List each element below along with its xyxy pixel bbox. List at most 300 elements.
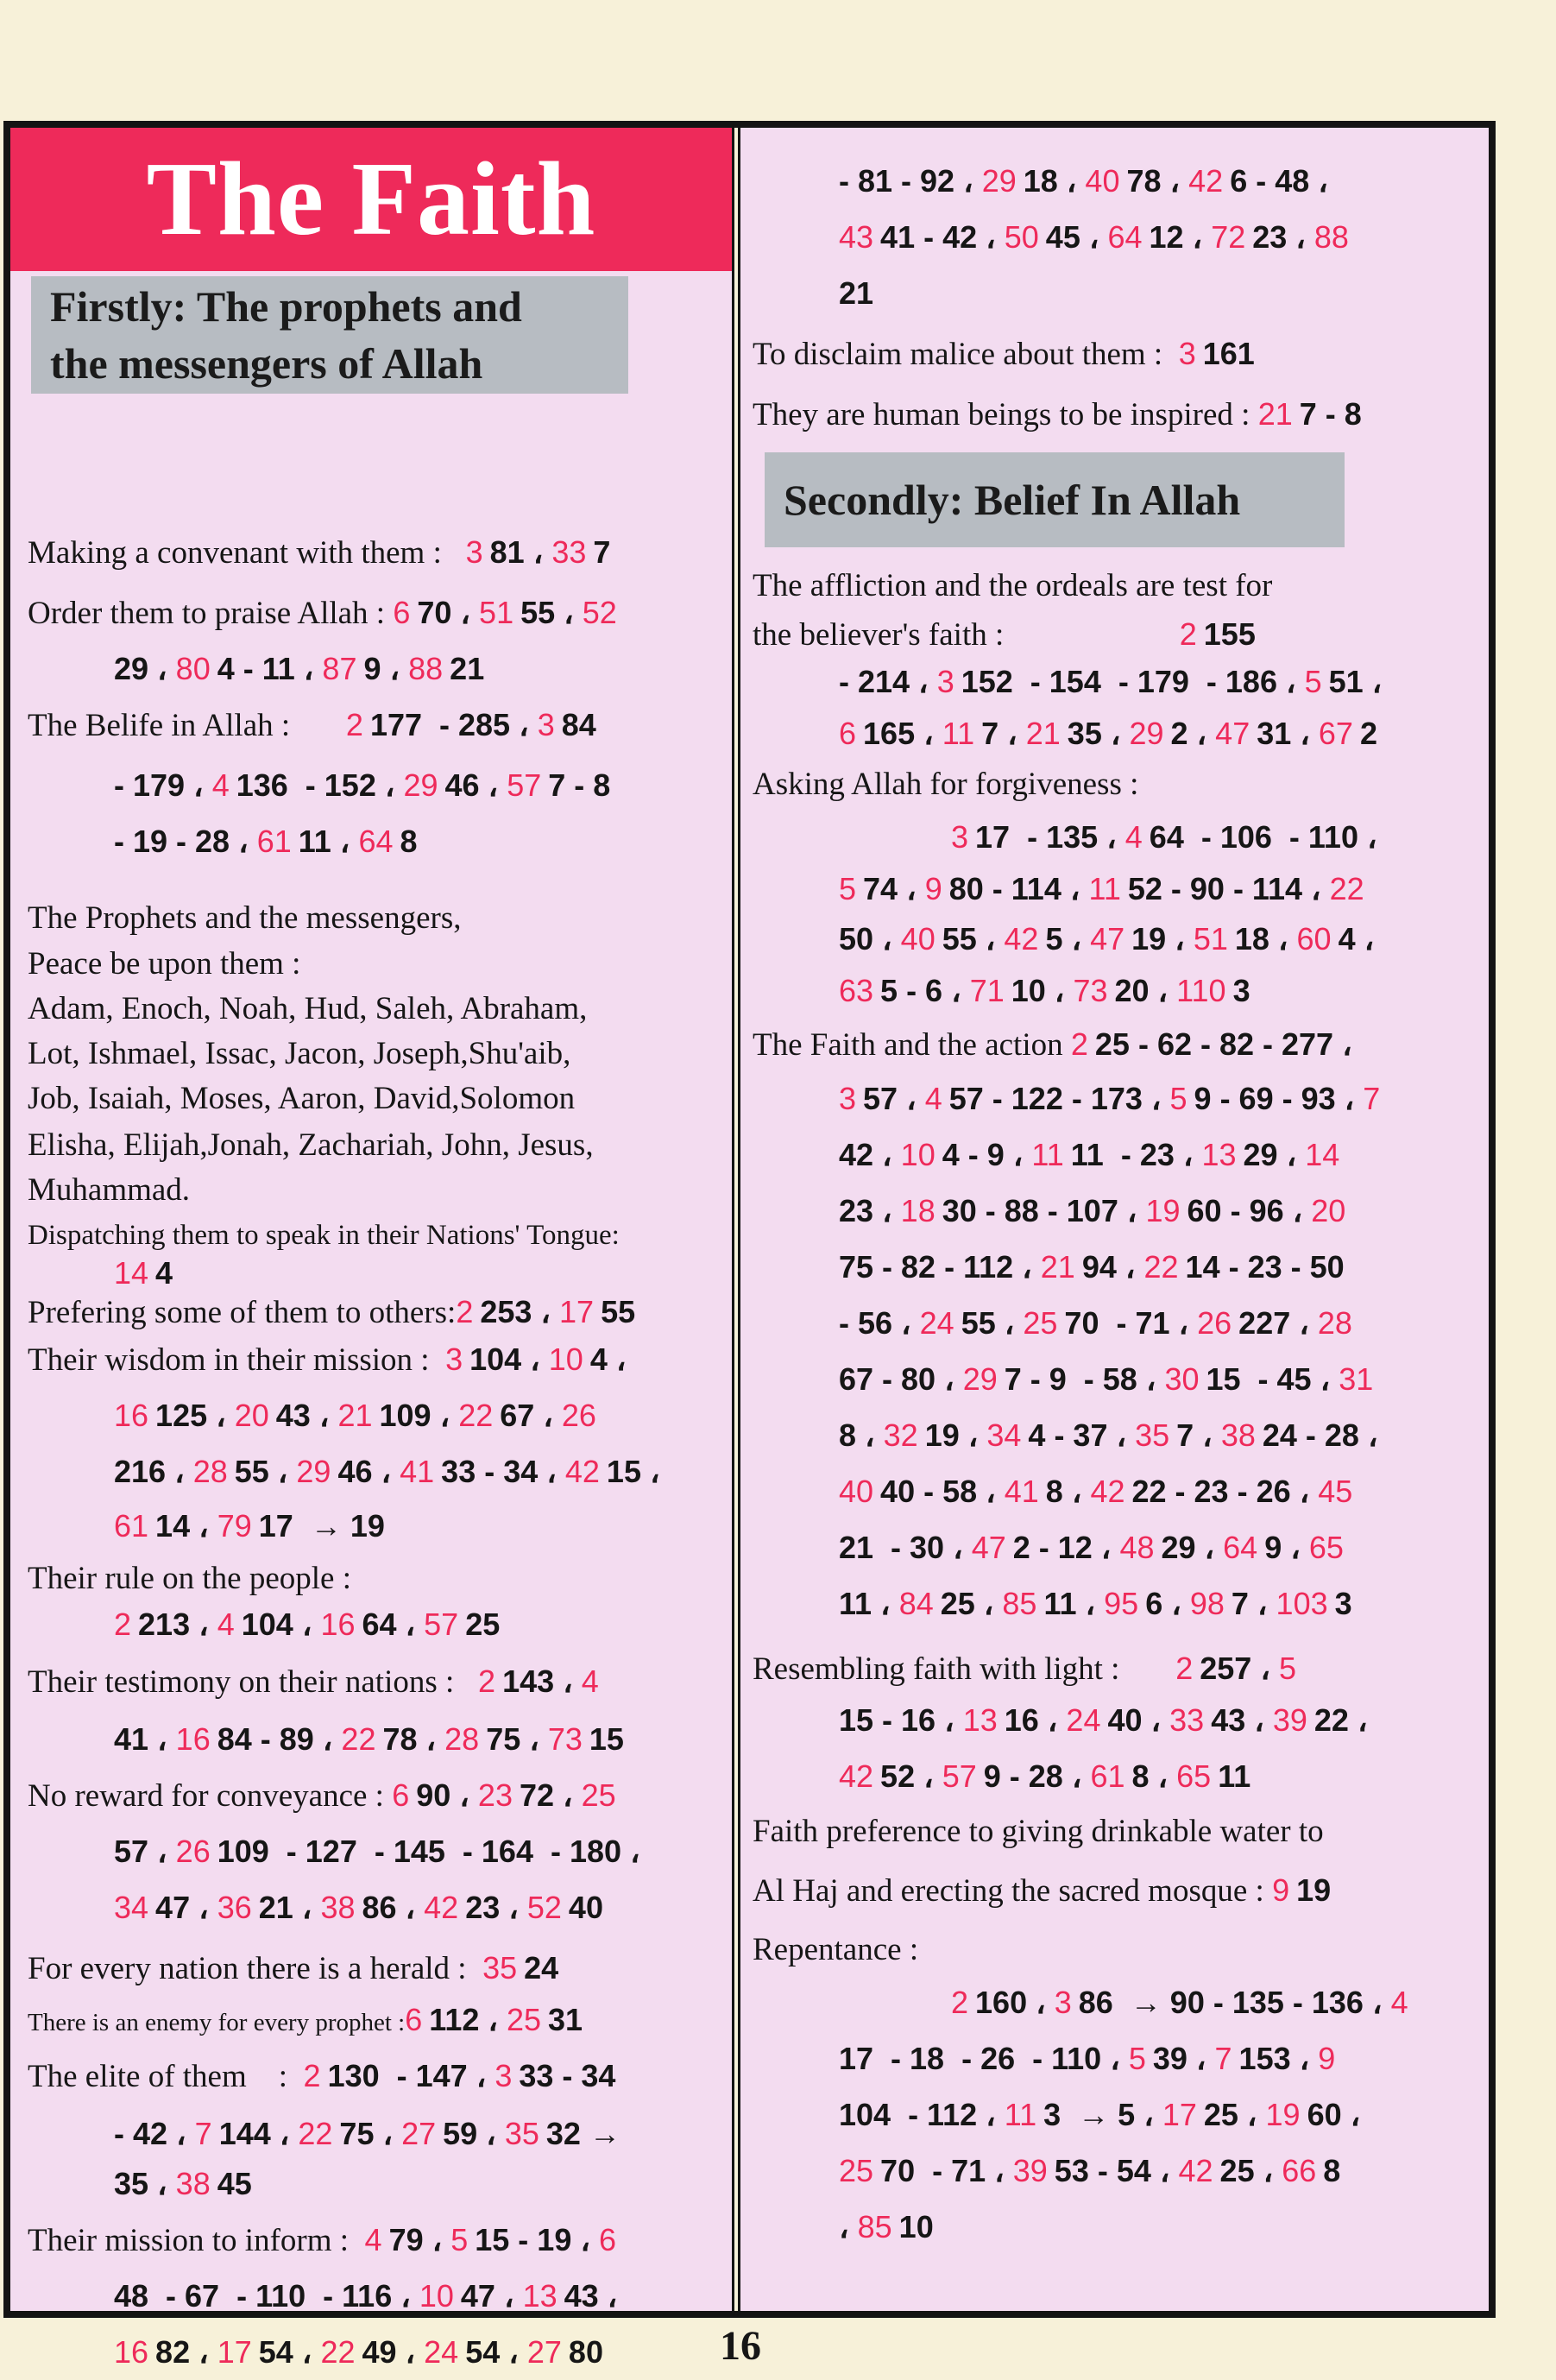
surah-number: 4: [1390, 1985, 1408, 2020]
entry-references: [304, 2058, 616, 2093]
verse-numbers: 136 - 152 ،: [236, 767, 404, 803]
index-entry: [28, 533, 610, 571]
surah-number: 65: [1176, 1758, 1212, 1794]
verse-numbers: 78 ،: [1126, 163, 1189, 199]
verse-numbers: 155: [1203, 616, 1256, 652]
index-entry: [753, 568, 1272, 604]
surah-number: 10: [900, 1137, 935, 1172]
verse-numbers: 70 - 71 ،: [1064, 1305, 1198, 1341]
verse-numbers: 104 - 112 ،: [839, 2097, 1005, 2132]
verse-numbers: 15 - 16 ،: [839, 1702, 963, 1738]
index-entry: [114, 1254, 173, 1292]
verse-numbers: 17 - 135 ،: [975, 819, 1125, 855]
verse-numbers: 17 - 18 - 26 - 110 ،: [839, 2041, 1129, 2076]
verse-numbers: 86 ،: [362, 1890, 425, 1925]
verse-numbers: 14 ،: [155, 1508, 217, 1544]
surah-number: 41: [1004, 1474, 1039, 1509]
index-entry: [28, 1341, 626, 1379]
surah-number: 4: [211, 767, 230, 803]
surah-number: 42: [839, 1758, 874, 1794]
entry-label: Muhammad.: [28, 1172, 191, 1208]
entry-references: [466, 534, 611, 570]
verse-numbers: 144 ،: [218, 2116, 299, 2151]
surah-number: 16: [114, 2334, 149, 2370]
page-number: 16: [720, 2323, 761, 2369]
entry-label: Their mission to inform :: [28, 2223, 365, 2258]
surah-number: 20: [1311, 1193, 1346, 1228]
verse-numbers: 42 ،: [839, 1137, 901, 1172]
surah-number: 10: [419, 2278, 454, 2314]
verse-numbers: 57 ،: [863, 1081, 925, 1116]
surah-number: 5: [1304, 664, 1322, 699]
surah-number: 16: [175, 1721, 211, 1757]
surah-number: 22: [341, 1721, 376, 1757]
verse-numbers: 7 - 9 - 58 ،: [1004, 1361, 1165, 1397]
index-entry: [114, 1507, 385, 1545]
surah-number: 7: [194, 2116, 212, 2151]
surah-number: 98: [1189, 1586, 1225, 1621]
entry-label: The elite of them :: [28, 2059, 304, 2094]
entry-label: There is an enemy for every prophet :: [28, 2009, 406, 2036]
entry-label: Order them to praise Allah :: [28, 596, 394, 631]
verse-numbers: 41 ،: [114, 1721, 176, 1757]
verse-numbers: 55 ،: [234, 1454, 297, 1489]
index-entry: [28, 2001, 583, 2041]
index-entry: [839, 2040, 1342, 2078]
verse-numbers: 47 ،: [155, 1890, 217, 1925]
index-entry: [839, 1473, 1359, 1511]
surah-number: 33: [1169, 1702, 1205, 1738]
surah-number: 22: [1143, 1249, 1179, 1285]
verse-numbers: 47 ،: [460, 2278, 523, 2314]
verse-numbers: 7 - 8: [1299, 396, 1362, 432]
surah-number: 61: [256, 824, 292, 859]
surah-number: 42: [1004, 921, 1039, 956]
verse-numbers: 54 ،: [465, 2334, 527, 2370]
verse-numbers: 4 ،: [589, 1342, 627, 1377]
verse-numbers: 48 - 67 - 110 - 116 ،: [114, 2278, 419, 2314]
entry-label: Their rule on the people :: [28, 1561, 352, 1596]
surah-number: 7: [1363, 1081, 1381, 1116]
surah-number: 47: [971, 1530, 1006, 1565]
verse-numbers: 253 ،: [480, 1294, 560, 1329]
verse-numbers: 3: [1232, 973, 1250, 1008]
surah-number: 29: [981, 163, 1017, 199]
surah-number: 72: [1211, 219, 1246, 255]
surah-number: 4: [1124, 819, 1143, 855]
index-entry: [839, 972, 1250, 1010]
surah-number: 42: [1090, 1474, 1125, 1509]
surah-number: 36: [217, 1890, 252, 1925]
verse-numbers: 25: [465, 1607, 501, 1642]
index-entry: [839, 1417, 1378, 1455]
surah-number: 95: [1104, 1586, 1139, 1621]
entry-references: [839, 1305, 1359, 1341]
entry-label: Their wisdom in their mission :: [28, 1342, 446, 1378]
surah-number: 24: [424, 2334, 459, 2370]
surah-number: 29: [962, 1361, 998, 1397]
surah-number: 29: [403, 767, 438, 803]
surah-number: 11: [942, 716, 975, 751]
entry-references: [114, 1721, 624, 1757]
verse-numbers: 6 - 48 ،: [1230, 163, 1328, 199]
verse-numbers: 18 ،: [1234, 921, 1297, 956]
entry-references: [365, 2222, 623, 2257]
surah-number: 25: [506, 2002, 542, 2037]
verse-numbers: 54 ،: [258, 2334, 321, 2370]
surah-number: 85: [857, 2209, 892, 2244]
surah-number: 21: [1025, 716, 1061, 751]
verse-numbers: 72 ،: [519, 1777, 582, 1813]
surah-number: 21: [337, 1398, 373, 1433]
page-frame: [3, 121, 1496, 2370]
surah-number: 38: [1220, 1417, 1256, 1453]
surah-number: 38: [175, 2166, 211, 2201]
verse-numbers: 51 ،: [1328, 664, 1383, 699]
verse-numbers: 81 ،: [489, 534, 552, 570]
surah-number: 31: [1339, 1361, 1374, 1397]
surah-number: 2: [456, 1294, 474, 1329]
index-entry: [951, 818, 1377, 856]
entry-references: [839, 1137, 1346, 1172]
index-entry: [28, 1217, 620, 1253]
surah-number: 57: [424, 1607, 459, 1642]
surah-number: 57: [942, 1758, 977, 1794]
index-entry: [114, 823, 418, 861]
verse-numbers: 41 - 42 ،: [880, 219, 1005, 255]
surah-number: 65: [1308, 1530, 1344, 1565]
verse-numbers: 25 ،: [1219, 2153, 1282, 2188]
surah-number: 47: [1215, 716, 1250, 751]
entry-references: [839, 1586, 1352, 1621]
surah-number: 42: [1188, 163, 1224, 199]
surah-number: 11: [1088, 871, 1121, 906]
index-entry: [839, 162, 1328, 200]
index-entry: [28, 1777, 623, 1815]
index-entry: [839, 663, 1382, 701]
verse-numbers: - 42 ،: [114, 2116, 195, 2151]
surah-number: 61: [1090, 1758, 1125, 1794]
entry-references: [839, 1249, 1345, 1285]
entry-label: Prefering some of them to others:: [28, 1295, 457, 1330]
verse-numbers: 21: [839, 275, 874, 311]
verse-numbers: 53 - 54 ،: [1054, 2153, 1179, 2188]
index-entry: [839, 1758, 1250, 1796]
surah-number: 61: [114, 1508, 149, 1544]
surah-number: 4: [364, 2222, 382, 2257]
index-entry: [28, 1561, 351, 1597]
entry-references: [839, 2209, 934, 2244]
verse-numbers: 32 →: [545, 2116, 621, 2151]
verse-numbers: 43 ،: [275, 1398, 338, 1433]
verse-numbers: 8: [1323, 2153, 1341, 2188]
verse-numbers: 24: [524, 1950, 559, 1985]
surah-number: 4: [217, 1607, 235, 1642]
verse-numbers: 152 - 154 - 179 - 186 ،: [961, 664, 1305, 699]
verse-numbers: 7 ،: [1176, 1417, 1221, 1453]
verse-numbers: 24 - 28 ،: [1262, 1417, 1378, 1453]
index-entry: [839, 1304, 1359, 1342]
verse-numbers: 4 ،: [1338, 921, 1375, 956]
verse-numbers: 31: [548, 2002, 583, 2037]
verse-numbers: 74 ،: [863, 871, 925, 906]
index-entry: [28, 1172, 190, 1209]
entry-label: Peace be upon them :: [28, 946, 301, 982]
entry-references: [114, 1255, 173, 1291]
index-entry: [753, 1932, 918, 1968]
surah-number: 29: [1129, 716, 1164, 751]
surah-number: 47: [1090, 921, 1125, 956]
entry-references: [839, 973, 1250, 1008]
entry-label: Their testimony on their nations :: [28, 1664, 479, 1700]
entry-references: [1258, 396, 1362, 432]
entry-references: [392, 1777, 622, 1813]
column-divider: [732, 128, 740, 2311]
verse-numbers: 29 ،: [1243, 1137, 1306, 1172]
index-entry: [951, 1984, 1415, 2022]
surah-number: 22: [298, 2116, 333, 2151]
verse-numbers: 104 ،: [469, 1342, 549, 1377]
verse-numbers: 161: [1202, 336, 1255, 371]
verse-numbers: 57 - 122 - 173 ،: [948, 1081, 1170, 1116]
verse-numbers: 31 ،: [1257, 716, 1319, 751]
surah-number: 2: [951, 1985, 969, 2020]
verse-numbers: 213 ،: [138, 1607, 217, 1642]
entry-references: [114, 1508, 385, 1544]
verse-numbers: 64 - 106 - 110 ،: [1149, 819, 1377, 855]
surah-number: 24: [919, 1305, 954, 1341]
surah-number: 5: [1278, 1651, 1296, 1686]
verse-numbers: 60 - 96 ،: [1187, 1193, 1312, 1228]
verse-numbers: 33 - 34 ،: [441, 1454, 565, 1489]
verse-numbers: 5 ،: [1045, 921, 1091, 956]
verse-numbers: 12 ،: [1149, 219, 1212, 255]
verse-numbers: 55 ،: [961, 1305, 1024, 1341]
entry-references: [839, 1530, 1351, 1565]
surah-number: 34: [986, 1417, 1022, 1453]
verse-numbers: 45: [217, 2166, 252, 2201]
verse-numbers: 15 - 19 ،: [475, 2222, 599, 2257]
surah-number: 2: [1175, 1651, 1194, 1686]
entry-references: [839, 1361, 1380, 1397]
verse-numbers: - 19 - 28 ،: [114, 824, 257, 859]
index-entry: [753, 616, 1256, 653]
entry-references: [114, 2166, 252, 2201]
verse-numbers: 4 - 11 ،: [217, 651, 323, 686]
entry-references: [839, 275, 873, 311]
index-entry: [753, 335, 1255, 373]
surah-number: 25: [839, 2153, 874, 2188]
surah-number: 21: [1257, 396, 1293, 432]
entry-label: Al Haj and erecting the sacred mosque :: [753, 1873, 1273, 1909]
surah-number: 3: [951, 819, 969, 855]
index-entry: [28, 1081, 575, 1117]
verse-numbers: 19 ،: [1131, 921, 1194, 956]
surah-number: 80: [175, 651, 211, 686]
index-entry: [753, 1814, 1324, 1850]
verse-numbers: 104 ،: [241, 1607, 321, 1642]
verse-numbers: 84 - 89 ،: [217, 1721, 342, 1757]
verse-numbers: 70 ،: [417, 595, 480, 630]
surah-number: 2: [1070, 1026, 1088, 1062]
verse-numbers: 15 ،: [606, 1454, 660, 1489]
entry-label: Asking Allah for forgiveness :: [753, 767, 1139, 802]
verse-numbers: 75 ،: [339, 2116, 402, 2151]
surah-number: 2: [114, 1607, 132, 1642]
surah-number: 64: [1107, 219, 1143, 255]
index-entry: [28, 2221, 623, 2259]
verse-numbers: 4: [155, 1255, 173, 1291]
surah-number: 14: [1305, 1137, 1340, 1172]
verse-numbers: 19 ،: [924, 1417, 987, 1453]
surah-number: 26: [175, 1834, 211, 1869]
surah-number: 52: [526, 1890, 562, 1925]
entry-label: The affliction and the ordeals are test for: [753, 568, 1273, 603]
surah-number: 18: [900, 1193, 935, 1228]
verse-numbers: 7 - 8: [548, 767, 611, 803]
surah-number: 79: [217, 1508, 252, 1544]
verse-numbers: 84: [561, 707, 596, 742]
entry-references: [478, 1663, 606, 1699]
index-entry: [114, 767, 610, 805]
verse-numbers: 78 ،: [382, 1721, 445, 1757]
verse-numbers: ،: [839, 2209, 858, 2244]
entry-references: [393, 595, 623, 630]
index-entry: [753, 767, 1138, 803]
index-entry: [839, 1192, 1352, 1230]
entry-references: [114, 1834, 640, 1869]
index-entry: [839, 275, 873, 312]
heading-line-2: the messengers of Allah: [50, 339, 483, 388]
index-entry: [114, 1720, 624, 1758]
surah-number: 28: [192, 1454, 228, 1489]
entry-label: Making a convenant with them :: [28, 535, 466, 571]
entry-references: [839, 871, 1371, 906]
surah-number: 50: [1004, 219, 1039, 255]
surah-number: 35: [1135, 1417, 1170, 1453]
surah-number: 16: [320, 1607, 356, 1642]
surah-number: 34: [114, 1890, 149, 1925]
entry-label: Elisha, Elijah,Jonah, Zachariah, John, Jesus,: [28, 1127, 594, 1163]
surah-number: 7: [1214, 2041, 1232, 2076]
entry-references: [1179, 336, 1255, 371]
entry-references: [839, 1193, 1352, 1228]
surah-number: 42: [1178, 2153, 1213, 2188]
index-entry: [839, 2208, 934, 2246]
surah-number: 27: [526, 2334, 562, 2370]
surah-number: 17: [559, 1294, 595, 1329]
surah-number: 30: [1164, 1361, 1200, 1397]
verse-numbers: 33 - 34: [519, 2058, 616, 2093]
entry-references: [839, 219, 1356, 255]
index-entry: [114, 2165, 252, 2203]
verse-numbers: 43 ،: [564, 2278, 618, 2314]
entry-label: Resembling faith with light :: [753, 1651, 1176, 1687]
surah-number: 33: [551, 534, 587, 570]
surah-number: 88: [1313, 219, 1349, 255]
entry-references: [951, 1985, 1415, 2020]
surah-number: 28: [444, 1721, 480, 1757]
surah-number: 20: [234, 1398, 269, 1433]
verse-numbers: 2 - 12 ،: [1012, 1530, 1120, 1565]
verse-numbers: 9 - 28 ،: [983, 1758, 1091, 1794]
surah-number: 6: [839, 716, 857, 751]
surah-number: 48: [1119, 1530, 1155, 1565]
entry-references: [445, 1342, 626, 1377]
section-heading-belief: Secondly: Belief In Allah: [765, 452, 1345, 547]
surah-number: 3: [839, 1081, 857, 1116]
verse-numbers: 49 ،: [362, 2334, 425, 2370]
index-entry: [28, 946, 300, 982]
verse-numbers: 8: [400, 824, 418, 859]
surah-number: 41: [400, 1454, 435, 1489]
surah-number: 13: [962, 1702, 998, 1738]
surah-number: 5: [450, 2222, 469, 2257]
verse-numbers: 52 - 90 - 114 ،: [1127, 871, 1330, 906]
surah-number: 52: [582, 595, 617, 630]
verse-numbers: 3 → 5 ،: [1043, 2097, 1162, 2132]
surah-number: 40: [839, 1474, 874, 1509]
verse-numbers: 130 - 147 ،: [327, 2058, 495, 2093]
surah-number: 51: [479, 595, 514, 630]
index-entry: [114, 2333, 603, 2371]
surah-number: 29: [296, 1454, 331, 1489]
surah-number: 27: [401, 2116, 437, 2151]
surah-number: 73: [1073, 973, 1108, 1008]
entry-references: [114, 1890, 603, 1925]
verse-numbers: 55 ،: [942, 921, 1005, 956]
verse-numbers: 10: [898, 2209, 934, 2244]
entry-references: [951, 819, 1377, 855]
surah-number: 11: [1031, 1137, 1064, 1172]
entry-label: Job, Isaiah, Moses, Aaron, David,Solomon: [28, 1081, 576, 1116]
verse-numbers: 15 - 45 ،: [1206, 1361, 1339, 1397]
index-entry: [114, 2277, 617, 2315]
index-entry: [114, 1453, 660, 1491]
surah-number: 71: [969, 973, 1005, 1008]
surah-number: 51: [1193, 921, 1228, 956]
verse-numbers: 90 ،: [416, 1777, 478, 1813]
surah-number: 45: [1318, 1474, 1353, 1509]
verse-numbers: - 56 ،: [839, 1305, 920, 1341]
surah-number: 35: [482, 1950, 518, 1985]
entry-references: [839, 2041, 1342, 2076]
verse-numbers: 8 ،: [1045, 1474, 1091, 1509]
surah-number: 22: [320, 2334, 356, 2370]
entry-label: Dispatching them to speak in their Nations' Tongue:: [28, 1220, 620, 1251]
verse-numbers: 40: [568, 1890, 603, 1925]
verse-numbers: 165 ،: [863, 716, 942, 751]
verse-numbers: 14 - 23 - 50: [1185, 1249, 1345, 1285]
surah-number: 64: [1223, 1530, 1258, 1565]
verse-numbers: 67 ،: [500, 1398, 562, 1433]
index-entry: [28, 1036, 570, 1072]
entry-references: [839, 664, 1382, 699]
surah-number: 67: [1318, 716, 1353, 751]
surah-number: 110: [1176, 973, 1226, 1008]
verse-numbers: 45 ،: [1045, 219, 1108, 255]
index-entry: [28, 594, 624, 632]
surah-number: 32: [883, 1417, 918, 1453]
entry-label: No reward for conveyance :: [28, 1778, 393, 1814]
surah-number: 88: [408, 651, 444, 686]
verse-numbers: 23 ،: [465, 1890, 527, 1925]
verse-numbers: 10 ،: [1011, 973, 1074, 1008]
verse-numbers: 23 ،: [1252, 219, 1314, 255]
verse-numbers: 40 - 58 ،: [880, 1474, 1005, 1509]
surah-number: 60: [1296, 921, 1332, 956]
verse-numbers: - 81 - 92 ،: [839, 163, 982, 199]
